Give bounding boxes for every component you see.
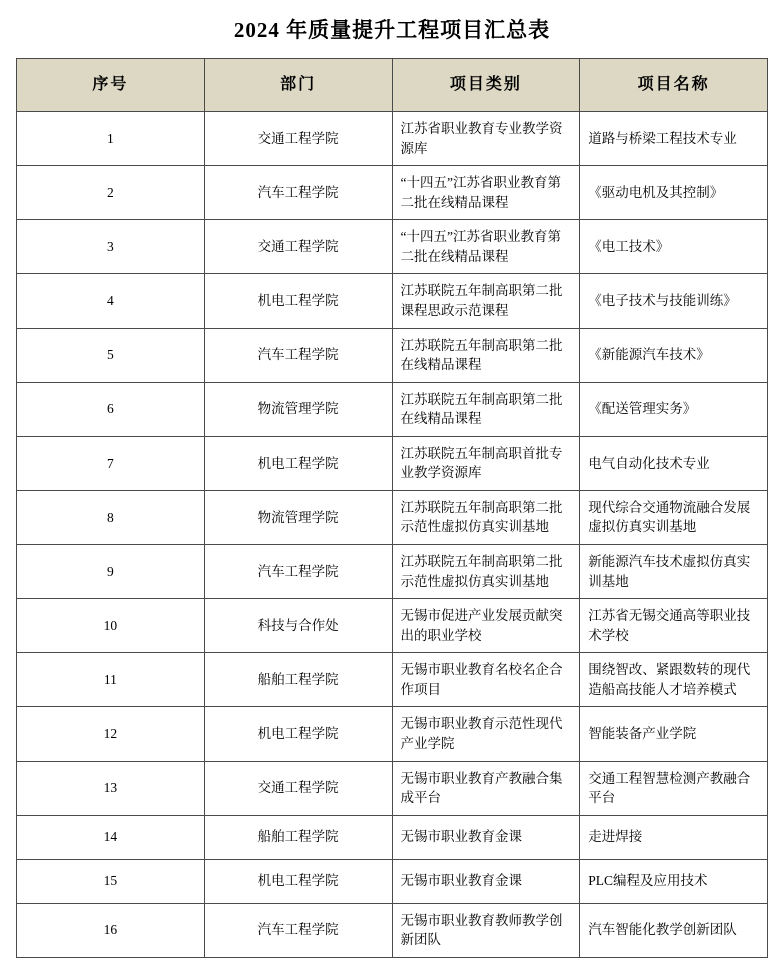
cell-name: 《驱动电机及其控制》 (580, 166, 768, 220)
cell-name: 《新能源汽车技术》 (580, 328, 768, 382)
cell-department: 汽车工程学院 (204, 328, 392, 382)
table-header (17, 59, 768, 112)
table-row (17, 382, 768, 436)
cell-category: 江苏联院五年制高职首批专业教学资源库 (392, 436, 580, 490)
cell-department: 汽车工程学院 (204, 545, 392, 599)
cell-name: 《电工技术》 (580, 220, 768, 274)
cell-index: 10 (17, 599, 205, 653)
column-header-category: 项目类别 (392, 59, 580, 112)
cell-index: 1 (17, 112, 205, 166)
cell-category: 无锡市职业教育金课 (392, 815, 580, 859)
cell-index: 3 (17, 220, 205, 274)
cell-index: 15 (17, 859, 205, 903)
cell-department: 交通工程学院 (204, 220, 392, 274)
cell-name: 新能源汽车技术虚拟仿真实训基地 (580, 545, 768, 599)
cell-category: 无锡市职业教育产教融合集成平台 (392, 761, 580, 815)
cell-index: 2 (17, 166, 205, 220)
cell-index: 16 (17, 903, 205, 957)
cell-department: 交通工程学院 (204, 761, 392, 815)
cell-department: 机电工程学院 (204, 707, 392, 761)
cell-name: 走进焊接 (580, 815, 768, 859)
table-row (17, 166, 768, 220)
cell-name: 道路与桥梁工程技术专业 (580, 112, 768, 166)
table-row (17, 274, 768, 328)
cell-department: 物流管理学院 (204, 382, 392, 436)
cell-department: 科技与合作处 (204, 599, 392, 653)
table-row (17, 436, 768, 490)
cell-index: 11 (17, 653, 205, 707)
cell-department: 船舶工程学院 (204, 815, 392, 859)
cell-category: 无锡市职业教育示范性现代产业学院 (392, 707, 580, 761)
table-row (17, 328, 768, 382)
column-header-index: 序号 (17, 59, 205, 112)
cell-category: 无锡市职业教育金课 (392, 859, 580, 903)
cell-index: 5 (17, 328, 205, 382)
cell-index: 9 (17, 545, 205, 599)
cell-name: 围绕智改、紧跟数转的现代造船高技能人才培养模式 (580, 653, 768, 707)
cell-name: 电气自动化技术专业 (580, 436, 768, 490)
cell-category: 江苏联院五年制高职第二批示范性虚拟仿真实训基地 (392, 490, 580, 544)
page-title: 2024 年质量提升工程项目汇总表 (233, 18, 551, 42)
table-row (17, 112, 768, 166)
cell-category: “十四五”江苏省职业教育第二批在线精品课程 (392, 166, 580, 220)
cell-name: 《电子技术与技能训练》 (580, 274, 768, 328)
column-header-name: 项目名称 (580, 59, 768, 112)
cell-category: “十四五”江苏省职业教育第二批在线精品课程 (392, 220, 580, 274)
cell-category: 江苏联院五年制高职第二批示范性虚拟仿真实训基地 (392, 545, 580, 599)
cell-index: 6 (17, 382, 205, 436)
cell-name: 江苏省无锡交通高等职业技术学校 (580, 599, 768, 653)
cell-index: 14 (17, 815, 205, 859)
cell-category: 江苏联院五年制高职第二批课程思政示范课程 (392, 274, 580, 328)
table-row (17, 545, 768, 599)
table-header-row (17, 59, 768, 112)
cell-department: 机电工程学院 (204, 274, 392, 328)
cell-name: 《配送管理实务》 (580, 382, 768, 436)
cell-category: 无锡市职业教育教师教学创新团队 (392, 903, 580, 957)
cell-index: 7 (17, 436, 205, 490)
cell-department: 汽车工程学院 (204, 166, 392, 220)
cell-category: 江苏联院五年制高职第二批在线精品课程 (392, 328, 580, 382)
table-row (17, 707, 768, 761)
table-row (17, 653, 768, 707)
cell-index: 13 (17, 761, 205, 815)
cell-name: PLC编程及应用技术 (580, 859, 768, 903)
cell-name: 现代综合交通物流融合发展虚拟仿真实训基地 (580, 490, 768, 544)
project-summary-table (16, 58, 768, 958)
table-body (17, 112, 768, 958)
cell-category: 江苏联院五年制高职第二批在线精品课程 (392, 382, 580, 436)
table-row (17, 859, 768, 903)
cell-department: 汽车工程学院 (204, 903, 392, 957)
cell-department: 交通工程学院 (204, 112, 392, 166)
cell-department: 机电工程学院 (204, 859, 392, 903)
table-row (17, 220, 768, 274)
cell-index: 12 (17, 707, 205, 761)
cell-department: 船舶工程学院 (204, 653, 392, 707)
column-header-department: 部门 (204, 59, 392, 112)
cell-name: 智能装备产业学院 (580, 707, 768, 761)
cell-index: 8 (17, 490, 205, 544)
table-row (17, 761, 768, 815)
table-row (17, 903, 768, 957)
cell-category: 江苏省职业教育专业教学资源库 (392, 112, 580, 166)
table-row (17, 599, 768, 653)
cell-index: 4 (17, 274, 205, 328)
cell-department: 机电工程学院 (204, 436, 392, 490)
cell-department: 物流管理学院 (204, 490, 392, 544)
table-row (17, 815, 768, 859)
cell-name: 交通工程智慧检测产教融合平台 (580, 761, 768, 815)
cell-name: 汽车智能化教学创新团队 (580, 903, 768, 957)
cell-category: 无锡市促进产业发展贡献突出的职业学校 (392, 599, 580, 653)
table-row (17, 490, 768, 544)
cell-category: 无锡市职业教育名校名企合作项目 (392, 653, 580, 707)
